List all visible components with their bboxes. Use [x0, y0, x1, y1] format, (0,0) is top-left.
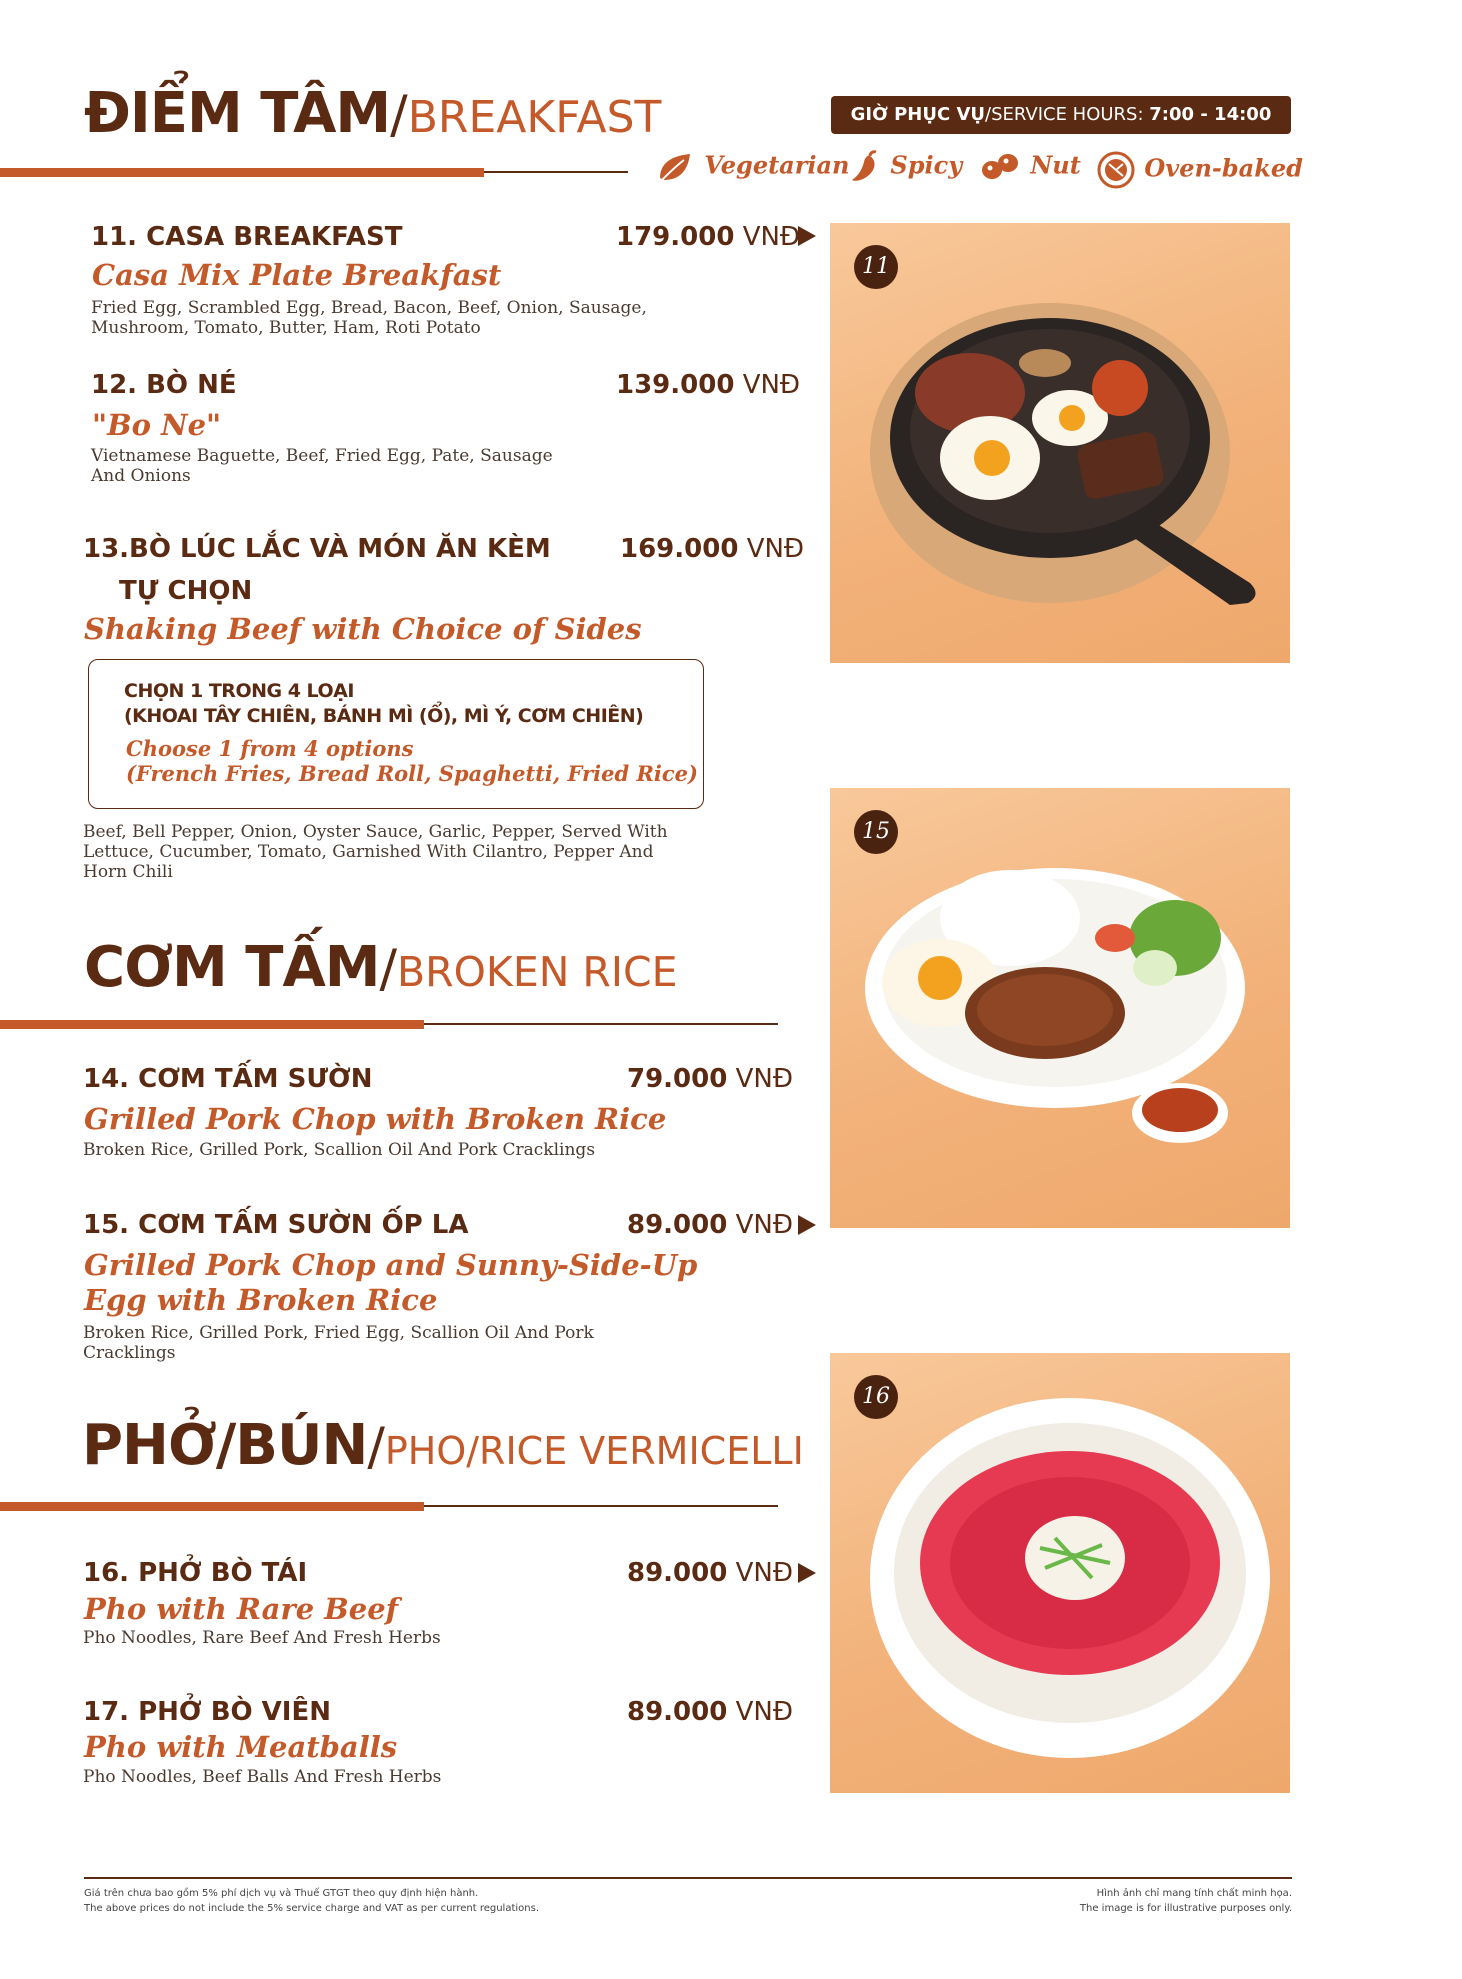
- title-slash: /: [367, 1417, 385, 1477]
- pho-rule-thin: [424, 1505, 778, 1507]
- item-13-option-vn-2: (KHOAI TÂY CHIÊN, BÁNH MÌ (Ổ), MÌ Ý, CƠM CHIÊN): [124, 705, 644, 727]
- footer-note-left: Giá trên chưa bao gồm 5% phí dịch vụ và Thuế GTGT theo quy định hiện hành. The above prices do not include the 5% service charge and VAT as per current regulations.: [84, 1888, 539, 1914]
- legend-vegetarian: [656, 150, 850, 184]
- hours-label: GIỜ PHỤC VỤ: [850, 104, 985, 125]
- broken-rice-rule-thin: [424, 1023, 778, 1025]
- breakfast-title-en: BREAKFAST: [407, 92, 662, 143]
- item-16-desc: Pho Noodles, Rare Beef And Fresh Herbs: [83, 1628, 441, 1648]
- item-15-arrow-icon: [798, 1215, 816, 1235]
- leaf-icon: [656, 150, 696, 184]
- item-12-price: 139.000 VNĐ: [616, 370, 801, 400]
- item-15-en-name-line1: Grilled Pork Chop and Sunny-Side-Up: [84, 1248, 698, 1282]
- item-17-desc: Pho Noodles, Beef Balls And Fresh Herbs: [83, 1767, 442, 1787]
- photo-com-tam: [830, 788, 1290, 1228]
- item-12-name: 12. BÒ NÉ: [91, 370, 237, 400]
- item-13-name-line2: TỰ CHỌN: [119, 576, 253, 606]
- item-13-desc: Beef, Bell Pepper, Onion, Oyster Sauce, Garlic, Pepper, Served With Lettuce, Cucumber, Tomato, Garnished With Cilantro, Pepper And Horn Chili: [83, 822, 668, 882]
- footer-rule: [84, 1877, 1292, 1879]
- broken-rice-title-en: BROKEN RICE: [397, 948, 678, 996]
- item-13-option-en-2: (French Fries, Bread Roll, Spaghetti, Fried Rice): [126, 761, 698, 786]
- legend-spicy: [848, 150, 962, 184]
- item-17-name: 17. PHỞ BÒ VIÊN: [83, 1697, 331, 1727]
- item-16-price: 89.000 VNĐ: [627, 1558, 793, 1588]
- item-16-name: 16. PHỞ BÒ TÁI: [83, 1558, 308, 1588]
- broken-rice-title-vn: CƠM TẤM: [84, 935, 380, 1000]
- pho-title-en: PHO/RICE VERMICELLI: [384, 1429, 804, 1473]
- pho-bowl-illustration: [830, 1353, 1290, 1793]
- item-11-en-name: Casa Mix Plate Breakfast: [92, 258, 502, 292]
- item-11-arrow-icon: [798, 226, 816, 246]
- item-13-name-line1: 13.BÒ LÚC LẮC VÀ MÓN ĂN KÈM: [83, 534, 551, 564]
- nut-icon: [978, 150, 1022, 184]
- item-11-price: 179.000 VNĐ: [616, 222, 801, 252]
- legend-spicy-label: Spicy: [890, 150, 963, 180]
- item-14-name: 14. CƠM TẤM SƯỜN: [83, 1064, 373, 1094]
- item-13-option-vn-1: CHỌN 1 TRONG 4 LOẠI: [124, 680, 354, 702]
- service-hours-badge: [831, 96, 1291, 134]
- hours-value: 7:00 - 14:00: [1149, 104, 1272, 125]
- item-16-arrow-icon: [798, 1563, 816, 1583]
- title-slash: /: [379, 939, 398, 999]
- item-15-desc: Broken Rice, Grilled Pork, Fried Egg, Scallion Oil And Pork Cracklings: [83, 1323, 594, 1363]
- item-16-en-name: Pho with Rare Beef: [84, 1592, 399, 1626]
- breakfast-rule-thick: [0, 168, 484, 177]
- broken-rice-plate-illustration: [830, 788, 1290, 1228]
- legend-nut-label: Nut: [1030, 150, 1081, 180]
- legend-vegetarian-label: Vegetarian: [704, 150, 850, 180]
- item-15-en-name-line2: Egg with Broken Rice: [84, 1283, 438, 1317]
- hours-label-en: /SERVICE HOURS:: [985, 104, 1150, 125]
- breakfast-rule-thin: [484, 171, 628, 173]
- oven-icon: [1096, 150, 1136, 190]
- broken-rice-section-title: [84, 935, 678, 1000]
- item-15-price: 89.000 VNĐ: [627, 1210, 793, 1240]
- skillet-breakfast-illustration: [830, 223, 1290, 663]
- item-17-en-name: Pho with Meatballs: [84, 1730, 398, 1764]
- item-12-desc: Vietnamese Baguette, Beef, Fried Egg, Pate, Sausage And Onions: [91, 446, 553, 486]
- legend-nut: [978, 150, 1081, 184]
- item-13-en-name: Shaking Beef with Choice of Sides: [84, 612, 642, 646]
- chili-icon: [848, 150, 882, 184]
- item-11-name: 11. CASA BREAKFAST: [91, 222, 403, 252]
- item-17-price: 89.000 VNĐ: [627, 1697, 793, 1727]
- photo-casa-breakfast: [830, 223, 1290, 663]
- footer-note-right: Hình ảnh chỉ mang tính chất minh họa. The image is for illustrative purposes only.: [1079, 1888, 1292, 1914]
- item-13-price: 169.000 VNĐ: [620, 534, 805, 564]
- pho-rule-thick: [0, 1502, 424, 1511]
- photo-11-badge: 11: [854, 245, 898, 289]
- item-14-desc: Broken Rice, Grilled Pork, Scallion Oil And Pork Cracklings: [83, 1140, 596, 1160]
- photo-16-badge: 16: [854, 1375, 898, 1419]
- photo-15-badge: 15: [854, 810, 898, 854]
- item-12-en-name: "Bo Ne": [92, 408, 222, 442]
- photo-pho-bo-tai: [830, 1353, 1290, 1793]
- pho-section-title: [82, 1413, 804, 1478]
- item-13-option-en-1: Choose 1 from 4 options: [126, 736, 414, 761]
- breakfast-section-title: [84, 81, 662, 146]
- item-11-desc: Fried Egg, Scrambled Egg, Bread, Bacon, Beef, Onion, Sausage, Mushroom, Tomato, Butter, Ham, Roti Potato: [91, 298, 647, 338]
- item-15-name: 15. CƠM TẤM SƯỜN ỐP LA: [83, 1210, 469, 1240]
- item-14-price: 79.000 VNĐ: [627, 1064, 793, 1094]
- breakfast-title-vn: ĐIỂM TÂM: [84, 81, 391, 146]
- legend-oven-label: Oven-baked: [1144, 153, 1303, 183]
- pho-title-vn: PHỞ/BÚN: [82, 1413, 368, 1478]
- legend-oven: [1096, 150, 1303, 190]
- item-14-en-name: Grilled Pork Chop with Broken Rice: [84, 1102, 667, 1136]
- title-slash: /: [390, 85, 408, 145]
- broken-rice-rule-thick: [0, 1020, 424, 1029]
